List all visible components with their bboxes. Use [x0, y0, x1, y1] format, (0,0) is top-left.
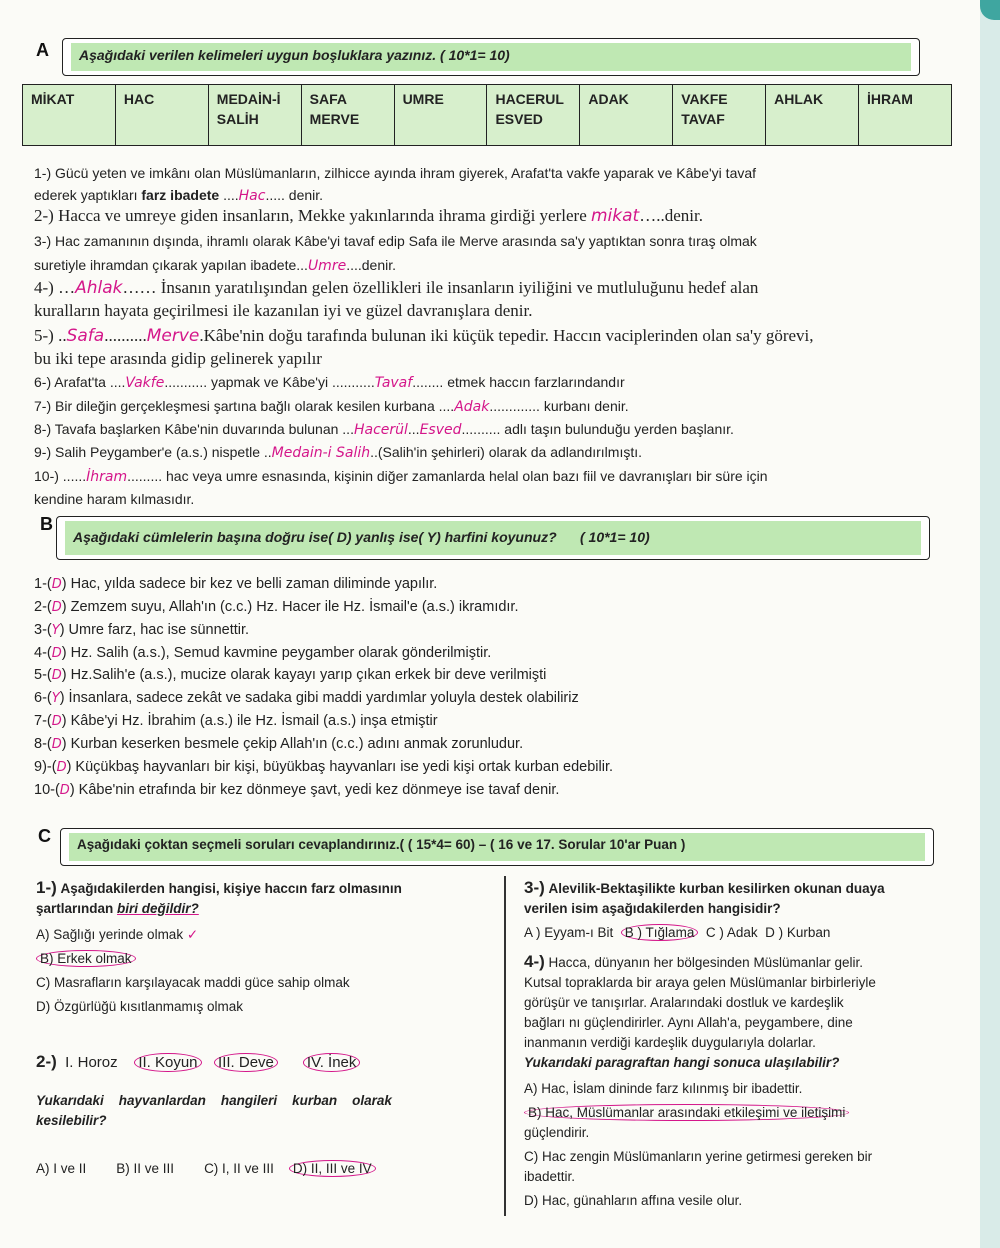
mc-option-selected[interactable]: B) Hac, Müslümanlar arasındaki etkileşimi ve iletişimi	[524, 1103, 952, 1123]
true-false-item: 4-(D) Hz. Salih (a.s.), Semud kavmine peygamber olarak gönderilmiştir.	[34, 645, 492, 661]
mc-question-3: 3-) Alevilik-Bektaşilikte kurban kesilirken okunan duaya verilen isim aşağıdakilerden hangisidir? A ) Eyyam-ı Bit B ) Tığlama C ) Adak D ) Kurban	[524, 878, 952, 943]
handwritten-answer: Esved	[419, 422, 462, 438]
true-false-answer: Y	[51, 623, 60, 638]
question-a9: 9-) Salih Peygamber'e (a.s.) nispetle ..Medain-i Salih..(Salih'in şehirleri) olarak da adlandırılmıştı.	[34, 444, 643, 461]
section-a-instruction-box	[62, 38, 920, 76]
mc-option-selected[interactable]: B ) Tığlama	[621, 924, 699, 941]
section-c-instruction: Aşağıdaki çoktan seçmeli soruları cevaplandırınız.( ( 15*4= 60) – ( 16 ve 17. Sorular 10'ar Puan )	[69, 833, 925, 861]
word-cell: HAC	[115, 85, 208, 146]
handwritten-answer: Vakfe	[125, 375, 165, 391]
true-false-answer: D	[59, 783, 70, 798]
section-a-instruction: Aşağıdaki verilen kelimeleri uygun boşluklara yazınız. ( 10*1= 10)	[71, 43, 911, 71]
true-false-answer: D	[51, 668, 62, 683]
mc-option[interactable]: A) Hac, İslam dininde farz kılınmış bir ibadettir.	[524, 1081, 803, 1096]
handwritten-answer: Safa	[66, 326, 105, 346]
check-mark-icon: ✓	[186, 927, 199, 943]
question-a6: 6-) Arafat'ta ....Vakfe........... yapmak ve Kâbe'yi ...........Tavaf........ etmek haccın farzlarındandır	[34, 374, 625, 391]
true-false-item: 5-(D) Hz.Salih'e (a.s.), mucize olarak kayayı yarıp çıkan erkek bir deve verilmişti	[34, 667, 547, 683]
mc-option-selected[interactable]: D) II, III ve IV	[289, 1160, 376, 1177]
true-false-item: 7-(D) Kâbe'yi Hz. İbrahim (a.s.) ile Hz. İsmail (a.s.) inşa etmiştir	[34, 713, 438, 729]
mc-option-selected[interactable]: B) Erkek olmak	[36, 949, 476, 969]
question-a3-line1: 3-) Hac zamanının dışında, ihramlı olarak Kâbe'yi tavaf edip Safa ile Merve arasında sa'y yaptıktan sonra tıraş olmak	[34, 233, 757, 249]
word-cell: UMRE	[394, 85, 487, 146]
word-cell: MİKAT	[23, 85, 116, 146]
mc-option[interactable]: A ) Eyyam-ı Bit	[524, 925, 614, 940]
mc-option[interactable]: C ) Adak	[705, 925, 758, 940]
section-b-letter: B	[40, 514, 53, 534]
section-c-letter: C	[38, 826, 51, 846]
question-a1-line2: ederek yaptıkları farz ibadete ....Hac..... denir.	[34, 187, 324, 204]
question-a7: 7-) Bir dileğin gerçekleşmesi şartına bağlı olarak kesilen kurbana ....Adak............. kurbanı denir.	[34, 398, 629, 415]
mc-option[interactable]: A) I ve II	[36, 1161, 87, 1176]
mc-question-4: 4-) Hacca, dünyanın her bölgesinden Müslümanlar gelir. Kutsal topraklarda bir araya gelen Müslümanlar birbirleriyle görüşür ve tanışırlar. Aralarındaki dostluk ve kardeşlik bağları nı güçlendirirler. Aynı Allah'a, peygambere, dine inanmanın verdiği kardeşlik duygularıyla dolarlar. Yukarıdaki paragraftan hangi sonuca ulaşılabilir? A) Hac, İslam dininde farz kılınmış bir ibadettir. B) Hac, Müslümanlar arasındaki etkileşimi ve iletişimi güçlendirir. C) Hac zengin Müslümanların yerine getirmesi gereken bir ibadettir. D) Hac, günahların affına vesile olur.	[524, 952, 952, 1211]
handwritten-answer: Hacerül	[353, 422, 408, 438]
handwritten-answer: mikat	[591, 206, 640, 226]
true-false-answer: D	[51, 714, 62, 729]
true-false-item: 10-(D) Kâbe'nin etrafında bir kez dönmeye şavt, yedi kez dönmeye ise tavaf denir.	[34, 782, 560, 798]
true-false-item: 8-(D) Kurban keserken besmele çekip Allah'ın (c.c.) adını anmak zorunludur.	[34, 736, 524, 752]
word-cell: ADAK	[580, 85, 673, 146]
word-bank-table	[22, 84, 952, 146]
mc-options-row	[36, 1159, 486, 1179]
word-cell: AHLAK	[766, 85, 859, 146]
word-cell: MEDAİN-İ SALİH	[208, 85, 301, 146]
mc-option[interactable]: C) I, II ve III	[204, 1161, 274, 1176]
question-a2: 2-) Hacca ve umreye giden insanların, Mekke yakınlarında ihrama girdiği yerlere mikat…..denir.	[34, 206, 703, 226]
mc-option[interactable]: D ) Kurban	[765, 925, 831, 940]
handwritten-answer: Ahlak	[75, 278, 123, 298]
true-false-item: 9)-(D) Küçükbaş hayvanları bir kişi, büyükbaş hayvanları ise yedi kişi ortak kurban edebilir.	[34, 759, 614, 775]
column-divider	[504, 876, 506, 1216]
section-a-letter: A	[36, 40, 49, 60]
question-a8: 8-) Tavafa başlarken Kâbe'nin duvarında bulunan ...Hacerül...Esved.......... adlı taşın bulunduğu yerden başlanır.	[34, 421, 734, 438]
mc-option-continued: güçlendirir.	[524, 1125, 590, 1140]
word-cell: SAFA MERVE	[301, 85, 394, 146]
true-false-answer: D	[51, 737, 62, 752]
word-cell: İHRAM	[859, 85, 952, 146]
mc-option[interactable]: C) Masrafların karşılayacak maddi güce sahip olmak	[36, 975, 350, 990]
section-b-instruction: Aşağıdaki cümlelerin başına doğru ise( D) yanlış ise( Y) harfini koyunuz? ( 10*1= 10)	[65, 521, 921, 555]
true-false-answer: Y	[51, 691, 60, 706]
mc-question-1: 1-) Aşağıdakilerden hangisi, kişiye haccın farz olmasının şartlarından biri değildir? A) Sağlığı yerinde olmak ✓ B) Erkek olmak C) Masrafların karşılayacak maddi güce sahip olmak D) Özgürlüğü kısıtlanmamış olmak	[36, 878, 476, 1017]
handwritten-answer: Merve	[146, 326, 200, 346]
true-false-answer: D	[51, 600, 62, 615]
mc-question-2: 2-) I. Horoz II. Koyun III. Deve IV. İnek Yukarıdaki hayvanlardan hangileri kurban olarak kesilebilir? A) I ve II B) II ve III C) I, II ve III D) II, III ve IV	[36, 1052, 486, 1179]
true-false-item: 6-(Y) İnsanlara, sadece zekât ve sadaka gibi maddi yardımlar yoluyla destek olabiliriz	[34, 690, 579, 706]
mc-option-continued: ibadettir.	[524, 1169, 576, 1184]
question-a5-line1: 5-) ..Safa..........Merve.Kâbe'nin doğu tarafında bulunan iki küçük tepedir. Haccın vaciplerinden olan sa'y görevi,	[34, 326, 814, 346]
question-a10-line1: 10-) ......İhram......... hac veya umre esnasında, kişinin diğer zamanlarda helal olan bazı fiil ve davranışları bir süre için	[34, 468, 768, 485]
true-false-answer: D	[51, 646, 62, 661]
handwritten-answer: Hac	[238, 188, 266, 204]
section-c-instruction-box	[60, 828, 934, 866]
question-a3-line2: suretiyle ihramdan çıkarak yapılan ibadete...Umre....denir.	[34, 257, 397, 274]
true-false-item: 2-(D) Zemzem suyu, Allah'ın (c.c.) Hz. Hacer ile Hz. İsmail'e (a.s.) ikramıdır.	[34, 599, 519, 615]
mc-option[interactable]: A) Sağlığı yerinde olmak ✓	[36, 927, 199, 943]
question-a4-line2: kuralların hayata geçirilmesi ile kazanılan iyi ve güzel davranışlara denir.	[34, 301, 533, 320]
mc-option[interactable]: D) Hac, günahların affına vesile olur.	[524, 1193, 743, 1208]
mc-option[interactable]: D) Özgürlüğü kısıtlanmamış olmak	[36, 999, 244, 1014]
word-cell: HACERUL ESVED	[487, 85, 580, 146]
section-b-instruction-box	[56, 516, 930, 560]
mc-option[interactable]: B) II ve III	[116, 1161, 175, 1176]
true-false-answer: D	[51, 577, 62, 592]
question-a5-line2: bu iki tepe arasında gidip gelinerek yapılır	[34, 349, 322, 368]
question-a1-line1: 1-) Gücü yeten ve imkânı olan Müslümanların, zilhicce ayında ihram giyerek, Arafat'ta vakfe yaparak ve Kâbe'yi tavaf	[34, 165, 757, 181]
true-false-item: 3-(Y) Umre farz, hac ise sünnettir.	[34, 622, 250, 638]
true-false-item: 1-(D) Hac, yılda sadece bir kez ve belli zaman diliminde yapılır.	[34, 576, 438, 592]
mc-option[interactable]: C) Hac zengin Müslümanların yerine getirmesi gereken bir	[524, 1149, 873, 1164]
true-false-answer: D	[56, 760, 67, 775]
question-a4-line1: 4-) …Ahlak…… İnsanın yaratılışından gelen özellikleri ile insanların iyiliğini ve mutluluğunu hedef alan	[34, 278, 759, 298]
word-cell: VAKFE TAVAF	[673, 85, 766, 146]
handwritten-answer: İhram	[86, 469, 128, 485]
screen-edge-bar	[980, 0, 1000, 1248]
handwritten-answer: Medain-i Salih	[271, 445, 371, 461]
handwritten-answer: Adak	[454, 399, 490, 415]
handwritten-answer: Tavaf	[374, 375, 413, 391]
question-a10-line2: kendine haram kılmasıdır.	[34, 491, 195, 507]
mc-options-row	[524, 923, 952, 943]
handwritten-answer: Umre	[307, 258, 347, 274]
